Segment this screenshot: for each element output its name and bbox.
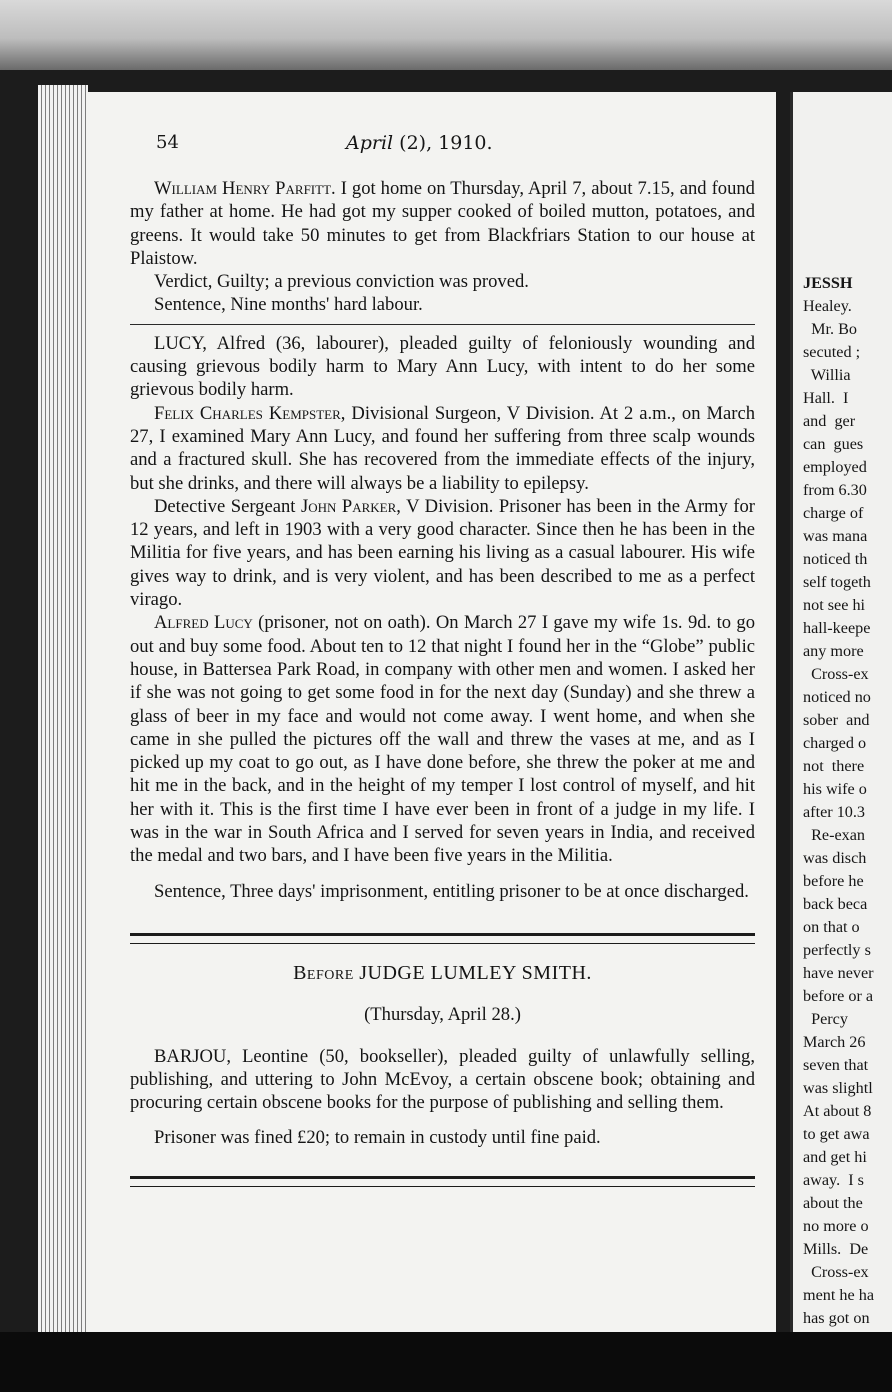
right-page-line: Cross-ex xyxy=(803,665,869,683)
running-head-date: (2), 1910. xyxy=(393,132,493,154)
witness-testimony: I got home on Thursday, April 7, about 7.15, and found my father at home. He had got my supper cooked of boiled mutton, potatoes, and greens. It would take 50 minutes to get from Blackfriars Station to our house at Plaistow. xyxy=(130,178,755,269)
witness-testimony: Divisional Surgeon, V Division. At 2 a.m., on March 27, I examined Mary Ann Lucy, and found her suffering from three scalp wounds and a fractured skull. She has recovered from the immediate effects of the injury, but she drinks, and there will always be a liability to epilepsy. xyxy=(130,402,755,494)
witness-name: John Parker, xyxy=(300,495,401,517)
right-page-line: Hall. I xyxy=(803,389,849,407)
right-page-line: away. I s xyxy=(803,1171,864,1189)
section-divider-double-rule xyxy=(130,933,755,944)
right-page-line: can gues xyxy=(803,435,864,453)
lucy-sentence-paragraph: Sentence, Three days' imprisonment, entitling prisoner to be at once discharged. xyxy=(154,880,749,902)
right-page-line: from 6.30 xyxy=(803,481,867,499)
witness-title: Detective Sergeant xyxy=(154,495,301,517)
right-page-line: At about 8 xyxy=(803,1102,872,1120)
right-page-line: to get awa xyxy=(803,1125,870,1143)
right-page-line: back beca xyxy=(803,895,868,913)
witness-parfitt-paragraph xyxy=(130,177,755,270)
right-page-line: was mana xyxy=(803,527,868,545)
right-page-line: hall-keepe xyxy=(803,619,871,637)
right-page-line: ment he ha xyxy=(803,1286,875,1304)
witness-name: William Henry Parfitt. xyxy=(154,178,336,199)
right-page-line: perfectly s xyxy=(803,941,871,959)
page-content xyxy=(130,177,755,1199)
witness-testimony: V Division. Prisoner has been in the Army for 12 years, and left in 1903 with a very good character. Since then he has been in the Militia for five years, and has been earning his living as a casual labourer. His wife gives way to drink, and is very violent, and has been described to me as a perfect virago. xyxy=(130,495,755,611)
right-page-line: and ger xyxy=(803,412,856,430)
sentence-line: Sentence, Nine months' hard labour. xyxy=(154,294,423,316)
right-page-line: was slightl xyxy=(803,1079,873,1097)
page-header xyxy=(156,132,746,162)
scan-bottom-margin xyxy=(0,1332,892,1392)
right-page-line: noticed no xyxy=(803,688,871,706)
barjou-charge-paragraph: BARJOU, Leontine (50, bookseller), pleaded guilty of unlawfully selling, publishing, and uttering to John McEvoy, a certain obscene book; obtaining and procuring certain obscene books for the purpose of publishing and selling them. xyxy=(130,1045,755,1114)
prisoner-testimony: (prisoner, not on oath). On March 27 I gave my wife 1s. 9d. to go out and buy some food. About ten to 12 that night I found her in the “Globe” public house, in Battersea Park Road, in company with other men and women. I asked her if she was not going to get some food in for the next day (Sunday) and she threw a glass of beer in my face and would not come away. I went home, and when she came in she pulled the pictures off the wall and threw the vases at me, and as I picked up my coat to go out, as I have done before, she threw the poker at me and hit me in the back, and in the height of my temper I lost control of myself, and hit her with it. This is the first time I have ever been in front of a judge in my life. I was in the war in South Africa and I served for seven years in India, and received the medal and two bars, and I have been five years in the Militia. xyxy=(130,612,755,867)
left-page xyxy=(86,92,776,1354)
right-page-fragment xyxy=(790,92,892,1354)
right-page-line: Cross-ex xyxy=(803,1263,869,1281)
right-page-line: secuted ; xyxy=(803,343,865,361)
right-page-line: Mills. De xyxy=(803,1240,869,1258)
right-page-line: no more o xyxy=(803,1217,869,1235)
right-page-line: charged o xyxy=(803,734,867,752)
right-page-line: and get hi xyxy=(803,1148,867,1166)
right-page-line: Percy xyxy=(803,1010,848,1028)
judge-heading-prefix: Before xyxy=(293,961,354,984)
right-page-line: before he xyxy=(803,872,864,890)
right-page-line: any more xyxy=(803,642,864,660)
right-page-line: his wife o xyxy=(803,780,867,798)
right-page-line: March 26 xyxy=(803,1033,866,1051)
right-page-line: about the xyxy=(803,1194,863,1212)
right-page-line: after 10.3 xyxy=(803,803,866,821)
right-page-line: was disch xyxy=(803,849,867,867)
right-page-line: on that o xyxy=(803,918,860,936)
right-page-line: Willia xyxy=(803,366,851,384)
witness-parker-paragraph xyxy=(130,495,755,611)
right-page-line: JESSH xyxy=(803,274,853,292)
lucy-charge-paragraph: LUCY, Alfred (36, labourer), pleaded guilty of feloniously wounding and causing grievous bodily harm to Mary Ann Lucy, with intent to do her some grievous bodily harm. xyxy=(130,332,755,401)
prisoner-name: Alfred Lucy xyxy=(154,612,253,634)
right-page-line: employed xyxy=(803,458,867,476)
right-page-text xyxy=(803,272,892,1330)
right-page-line: have never xyxy=(803,964,874,982)
right-page-line: charge of xyxy=(803,504,864,522)
right-page-line: seven that xyxy=(803,1056,869,1074)
judge-heading-name: JUDGE LUMLEY SMITH. xyxy=(353,961,592,984)
right-page-line: sober and xyxy=(803,711,870,729)
right-page-line: not there xyxy=(803,757,865,775)
book-spine-edge xyxy=(38,85,88,1355)
right-page-line: Healey. xyxy=(803,297,852,315)
right-page-line: self togeth xyxy=(803,573,871,591)
right-page-line: noticed th xyxy=(803,550,868,568)
sitting-date: (Thursday, April 28.) xyxy=(364,1004,521,1026)
page-number: 54 xyxy=(156,132,179,153)
verdict-line: Verdict, Guilty; a previous conviction was proved. xyxy=(154,271,529,293)
right-page-line: Mr. Bo xyxy=(803,320,857,338)
case-divider-rule xyxy=(130,324,755,325)
running-head xyxy=(346,132,493,154)
prisoner-lucy-paragraph xyxy=(130,611,755,867)
right-page-line: before or a xyxy=(803,987,874,1005)
witness-name: Felix Charles Kempster, xyxy=(154,402,346,424)
barjou-sentence-paragraph: Prisoner was fined £20; to remain in custody until fine paid. xyxy=(154,1127,601,1149)
witness-kempster-paragraph xyxy=(130,402,755,495)
right-page-line: not see hi xyxy=(803,596,866,614)
judge-heading xyxy=(130,962,755,985)
running-head-month: April xyxy=(346,132,394,154)
scan-top-margin xyxy=(0,0,892,70)
right-page-line: has got on xyxy=(803,1309,870,1327)
end-double-rule xyxy=(130,1176,755,1187)
right-page-line: Re-exan xyxy=(803,826,866,844)
